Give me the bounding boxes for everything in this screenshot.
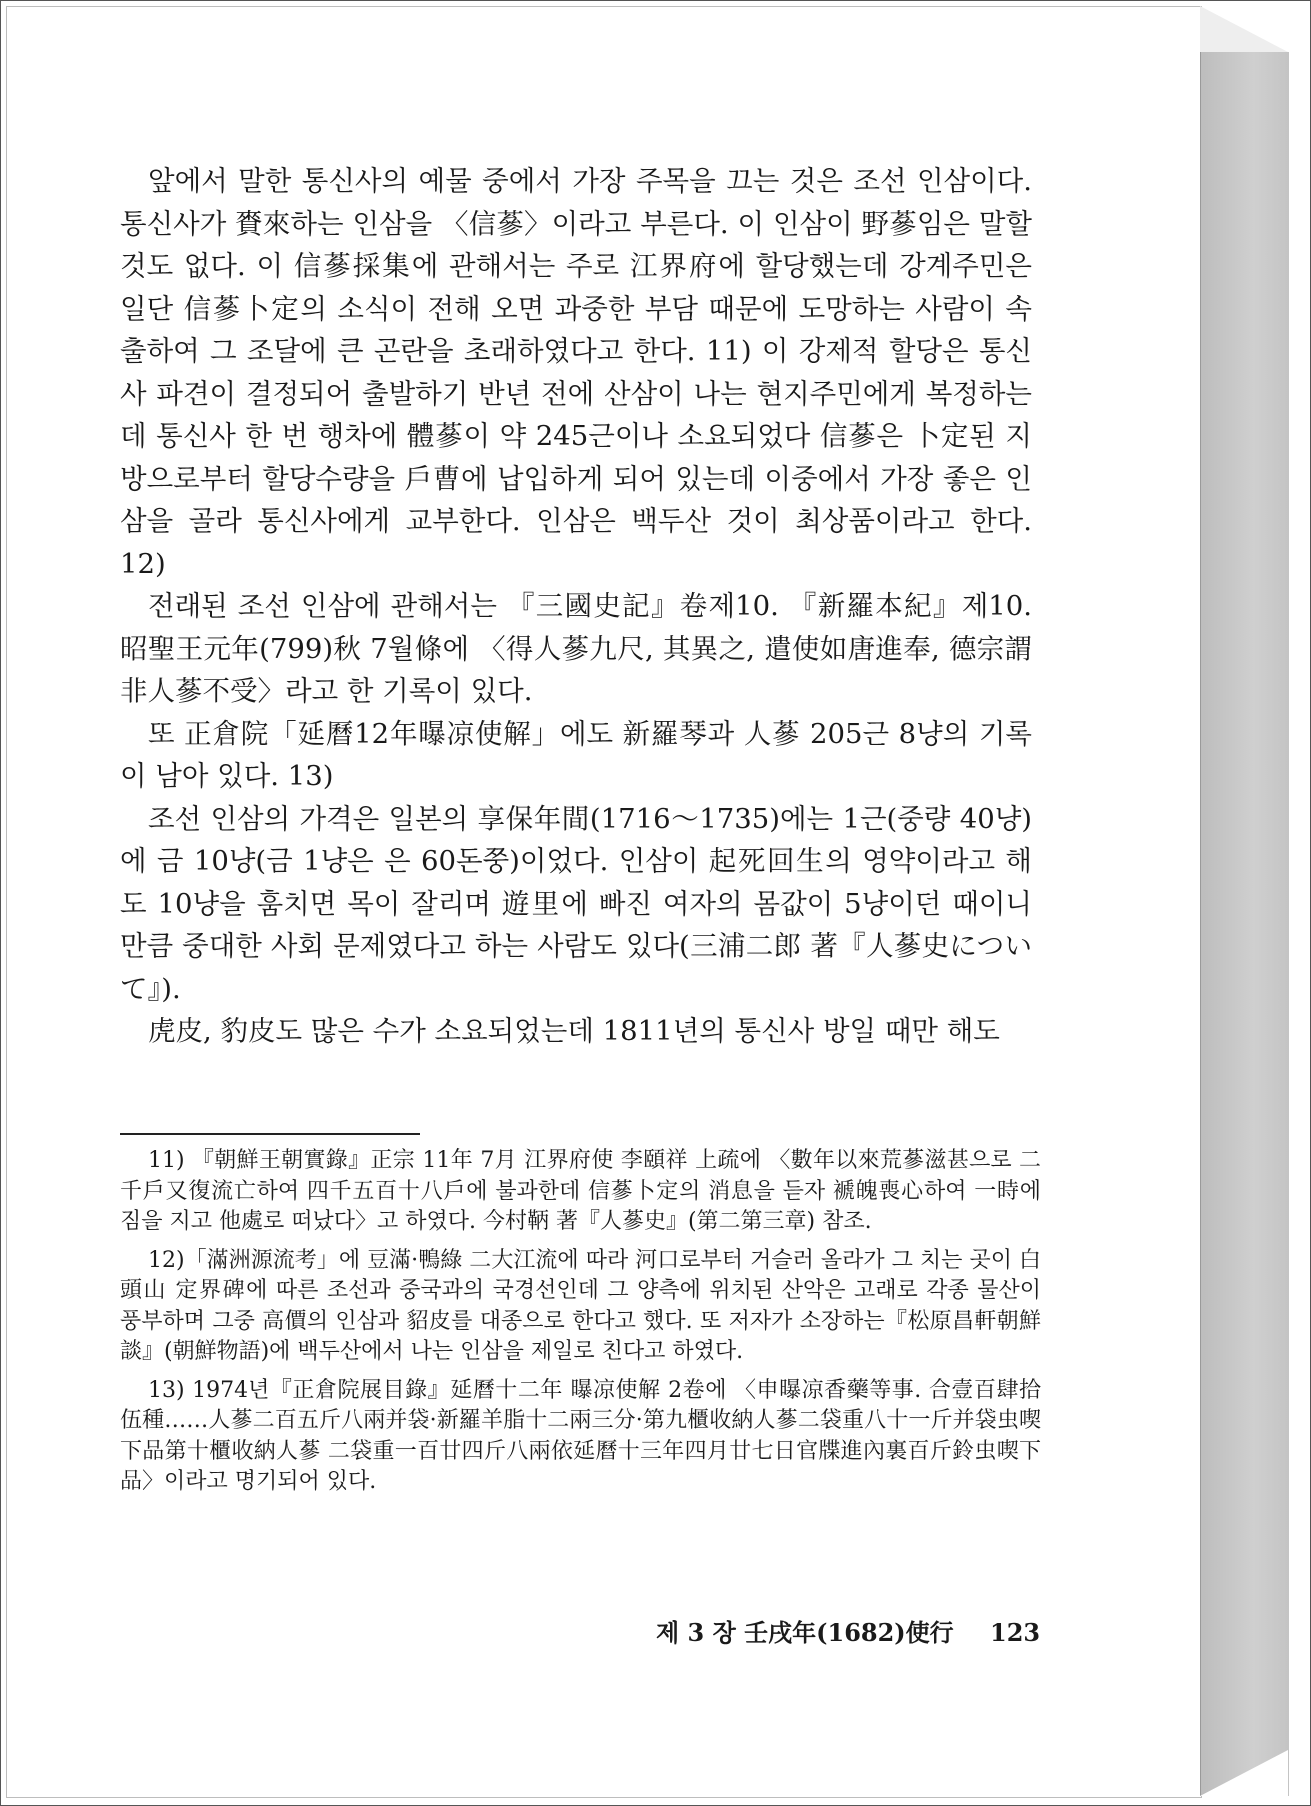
paragraph: 또 正倉院「延曆12年曝凉使解」에도 新羅琴과 人蔘 205근 8냥의 기록이 남아 있다. 13) bbox=[120, 717, 1032, 792]
paragraph: 앞에서 말한 통신사의 예물 중에서 가장 주목을 끄는 것은 조선 인삼이다. 통신사가 賚來하는 인삼을 〈信蔘〉이라고 부른다. 이 인삼이 野蔘임은 말할 것도 없다. 이 信蔘採集에 관해서는 주로 江界府에 할당했는데 강계주민은 일단 信蔘卜定의 소식이 전해 오면 과중한 부담 때문에 도망하는 사람이 속출하여 그 조달에 큰 곤란을 초래하였다고 한다. 11) 이 강제적 할당은 통신사 파견이 결정되어 출발하기 반년 전에 산삼이 나는 현지주민에게 복정하는데 통신사 한 번 행차에 體蔘이 약 245근이나 소요되었다 信蔘은 卜定된 지방으로부터 할당수량을 戶曹에 납입하게 되어 있는데 이중에서 가장 좋은 인삼을 골라 통신사에게 교부한다. 인삼은 백두산 것이 최상품이라고 한다. 12) bbox=[120, 165, 1032, 580]
paragraph: 虎皮, 豹皮도 많은 수가 소요되었는데 1811년의 통신사 방일 때만 해도 bbox=[148, 1015, 1000, 1047]
running-head: 제 3 장 壬戌年(1682)使行 bbox=[656, 1618, 954, 1647]
footnote-divider bbox=[120, 1133, 420, 1135]
paragraph: 전래된 조선 인삼에 관해서는 『三國史記』卷제10. 『新羅本紀』제10. 昭聖王元年(799)秋 7월條에 〈得人蔘九尺, 其異之, 遣使如唐進奉, 德宗謂非人蔘不受〉라고 한 기록이 있다. bbox=[120, 590, 1032, 707]
page-stack-edge bbox=[1200, 52, 1289, 1796]
main-text bbox=[120, 160, 1032, 1053]
page-number: 123 bbox=[990, 1618, 1041, 1647]
body-paragraphs bbox=[120, 160, 1032, 1053]
footnote: 13) 1974년『正倉院展目錄』延曆十二年 曝凉使解 2卷에 〈申曝凉香藥等事. 合壹百肆拾伍種……人蔘二百五斤八兩并袋·新羅羊脂十二兩三分·第九櫃收納人蔘二袋重八十一斤并袋虫喫下品第十櫃收納人蔘 二袋重一百廿四斤八兩依延曆十三年四月廿七日官牒進內裏百斤鈴虫喫下品〉이라고 명기되어 있다. bbox=[120, 1377, 1041, 1494]
footnote: 11) 『朝鮮王朝實錄』正宗 11年 7月 江界府使 李頤祥 上疏에 〈數年以來荒蔘滋甚으로 二千戶又復流亡하여 四千五百十八戶에 불과한데 信蔘卜定의 消息을 듣자 褫魄喪心하여 一時에 짐을 지고 他處로 떠났다〉고 하였다. 今村鞆 著『人蔘史』(第二第三章) 참조. bbox=[120, 1148, 1041, 1234]
page-footer bbox=[656, 1618, 1041, 1648]
paragraph: 조선 인삼의 가격은 일본의 享保年間(1716～1735)에는 1근(중량 40냥)에 금 10냥(금 1냥은 은 60돈쭝)이었다. 인삼이 起死回生의 영약이라고 해도 10냥을 훔치면 목이 잘리며 遊里에 빠진 여자의 몸값이 5냥이던 때이니만큼 중대한 사회 문제였다고 하는 사람도 있다(三浦二郎 著『人蔘史について』). bbox=[120, 802, 1032, 1005]
footnotes bbox=[120, 1146, 1041, 1506]
footnote: 12)「滿洲源流考」에 豆滿·鴨綠 二大江流에 따라 河口로부터 거슬러 올라가 그 치는 곳이 白頭山 定界碑에 따른 조선과 중국과의 국경선인데 그 양측에 위치된 산악은 고래로 각종 물산이 풍부하며 그중 高價의 인삼과 貂皮를 대종으로 한다고 했다. 또 저자가 소장하는『松原昌軒朝鮮談』(朝鮮物語)에 백두산에서 나는 인삼을 제일로 친다고 하였다. bbox=[120, 1247, 1041, 1364]
